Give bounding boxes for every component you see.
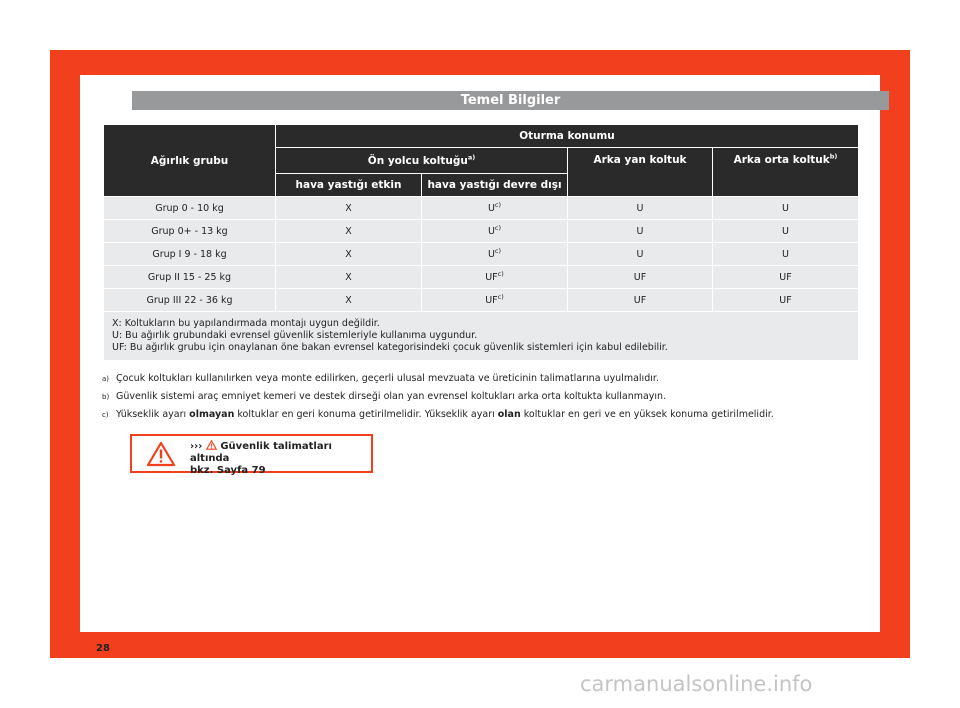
header-rear-center: Arka orta koltuk$^{b)}$ <box>713 148 859 197</box>
watermark: carmanualsonline.info <box>580 672 813 696</box>
table-legend: X: Koltukların bu yapılandırmada montajı uygun değildir. U: Bu ağırlık grubundaki evrensel güvenlik sistemleriyle kullanıma uygundur. UF: Bu ağırlık grubu için onaylanan öne bakan evrensel kategorisindeki çocuk güvenlik sistemleri için kabul edilebilir. <box>104 312 859 361</box>
arrows: ››› <box>190 441 203 452</box>
table-row: Grup 0 - 10 kg X $U^{c)}$ U U <box>104 197 859 220</box>
footnote-a: a) Çocuk koltukları kullanılırken veya monte edilirken, geçerli ulusal mevzuata ve üreticinin talimatlarına uyulmalıdır. <box>102 373 659 384</box>
header-weight-group: Ağırlık grubu <box>104 125 276 197</box>
seat-compatibility-table <box>103 124 859 361</box>
page-content <box>80 75 880 654</box>
small-warning-icon <box>206 440 217 450</box>
warning-triangle-icon <box>146 441 176 467</box>
section-header: Temel Bilgiler <box>132 91 889 110</box>
footnotes <box>102 373 872 427</box>
table-row: Grup III 22 - 36 kg X UF$^{c)}$ UF UF <box>104 289 859 312</box>
footnote-c: c) Yükseklik ayarı olmayan koltuklar en geri konuma getirilmelidir. Yükseklik ayarı olan koltuklar en geri ve en yüksek konuma getirilmelidir. <box>102 409 774 420</box>
header-seat-position: Oturma konumu <box>276 125 859 148</box>
page-number: 28 <box>96 643 110 654</box>
header-rear-side: Arka yan koltuk <box>568 148 713 197</box>
table-row: Grup I 9 - 18 kg X $U^{c)}$ U U <box>104 243 859 266</box>
table-legend-row <box>104 312 859 361</box>
table-row: Grup 0+ - 13 kg X $U^{c)}$ U U <box>104 220 859 243</box>
table-row: Grup II 15 - 25 kg X UF$^{c)}$ UF UF <box>104 266 859 289</box>
page-frame <box>50 50 910 658</box>
header-airbag-on: hava yastığı etkin <box>276 174 422 197</box>
safety-warning-link[interactable]: ››› Güvenlik talimatları altında bkz. Sayfa 79 <box>130 434 373 473</box>
header-airbag-off: hava yastığı devre dışı <box>422 174 568 197</box>
header-front-passenger: Ön yolcu koltuğu$^{a)}$ <box>276 148 568 174</box>
footnote-b: b) Güvenlik sistemi araç emniyet kemeri ve destek dirseği olan yan evrensel koltukları arka orta koltukta kullanmayın. <box>102 391 667 402</box>
